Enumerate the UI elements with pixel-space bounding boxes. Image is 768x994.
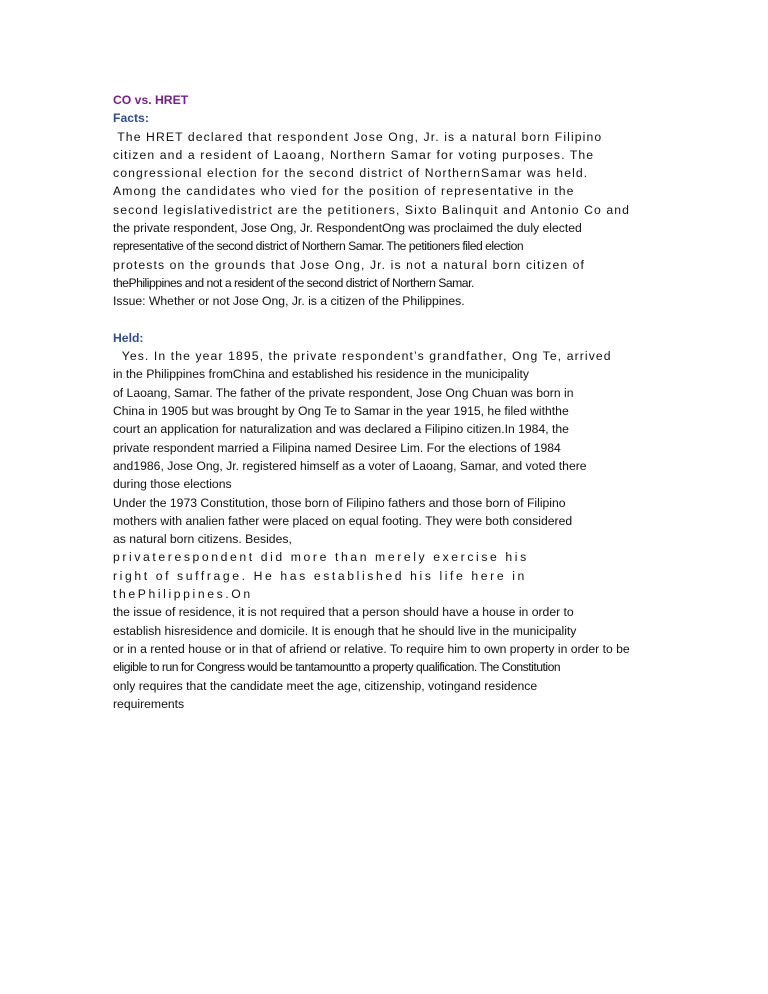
- held-line: or in a rented house or in that of afriend or relative. To require him to own property in order to be: [113, 641, 630, 656]
- held-line: private respondent married a Filipina named Desiree Lim. For the elections of 1984: [113, 440, 561, 455]
- facts-line: second legislativedistrict are the petitioners, Sixto Balinquit and Antonio Co and: [113, 202, 631, 217]
- facts-line: thePhilippines and not a resident of the second district of Northern Samar.: [113, 275, 474, 290]
- issue-line: Issue: Whether or not Jose Ong, Jr. is a citizen of the Philippines.: [113, 294, 465, 309]
- facts-line: congressional election for the second district of NorthernSamar was held.: [113, 166, 589, 181]
- held-line: right of suffrage. He has established his life here in thePhilippines.On: [113, 568, 527, 602]
- held-line: Under the 1973 Constitution, those born of Filipino fathers and those born of Filipino: [113, 495, 566, 510]
- paragraph-spacer: [113, 311, 658, 329]
- held-line: in the Philippines fromChina and established his residence in the municipality: [113, 367, 529, 382]
- held-line: the issue of residence, it is not required that a person should have a house in order to: [113, 605, 574, 620]
- held-heading: Held:: [113, 330, 144, 345]
- held-line: establish hisresidence and domicile. It is enough that he should live in the municipality: [113, 623, 577, 638]
- facts-line: the private respondent, Jose Ong, Jr. RespondentOng was proclaimed the duly elected: [113, 221, 582, 236]
- facts-line: representative of the second district of Northern Samar. The petitioners filed election: [113, 239, 524, 254]
- held-line: during those elections: [113, 477, 232, 492]
- facts-line: The HRET declared that respondent Jose Ong, Jr. is a natural born Filipino: [113, 129, 603, 144]
- held-line: as natural born citizens. Besides,: [113, 532, 292, 547]
- held-line: and1986, Jose Ong, Jr. registered himself as a voter of Laoang, Samar, and voted there: [113, 458, 587, 473]
- held-line: mothers with analien father were placed on equal footing. They were both considered: [113, 513, 573, 528]
- held-line: only requires that the candidate meet the age, citizenship, votingand residence: [113, 678, 538, 693]
- facts-line: Among the candidates who vied for the position of representative in the: [113, 184, 575, 199]
- facts-heading: Facts:: [113, 111, 149, 126]
- held-line: privaterespondent did more than merely exercise his: [113, 550, 529, 565]
- held-line: China in 1905 but was brought by Ong Te to Samar in the year 1915, he filed withthe: [113, 404, 569, 419]
- held-line: requirements: [113, 696, 185, 711]
- held-line: court an application for naturalization and was declared a Filipino citizen.In 1984, the: [113, 422, 569, 437]
- held-line: of Laoang, Samar. The father of the private respondent, Jose Ong Chuan was born in: [113, 385, 574, 400]
- held-line: eligible to run for Congress would be tantamountto a property qualification. The Constitution: [113, 660, 561, 675]
- facts-line: citizen and a resident of Laoang, Northern Samar for voting purposes. The: [113, 147, 595, 162]
- held-line: Yes. In the year 1895, the private respondent’s grandfather, Ong Te, arrived: [113, 349, 612, 364]
- document-body: [113, 91, 658, 713]
- case-title: CO vs. HRET: [113, 93, 189, 107]
- facts-line: protests on the grounds that Jose Ong, Jr. is not a natural born citizen of: [113, 257, 586, 272]
